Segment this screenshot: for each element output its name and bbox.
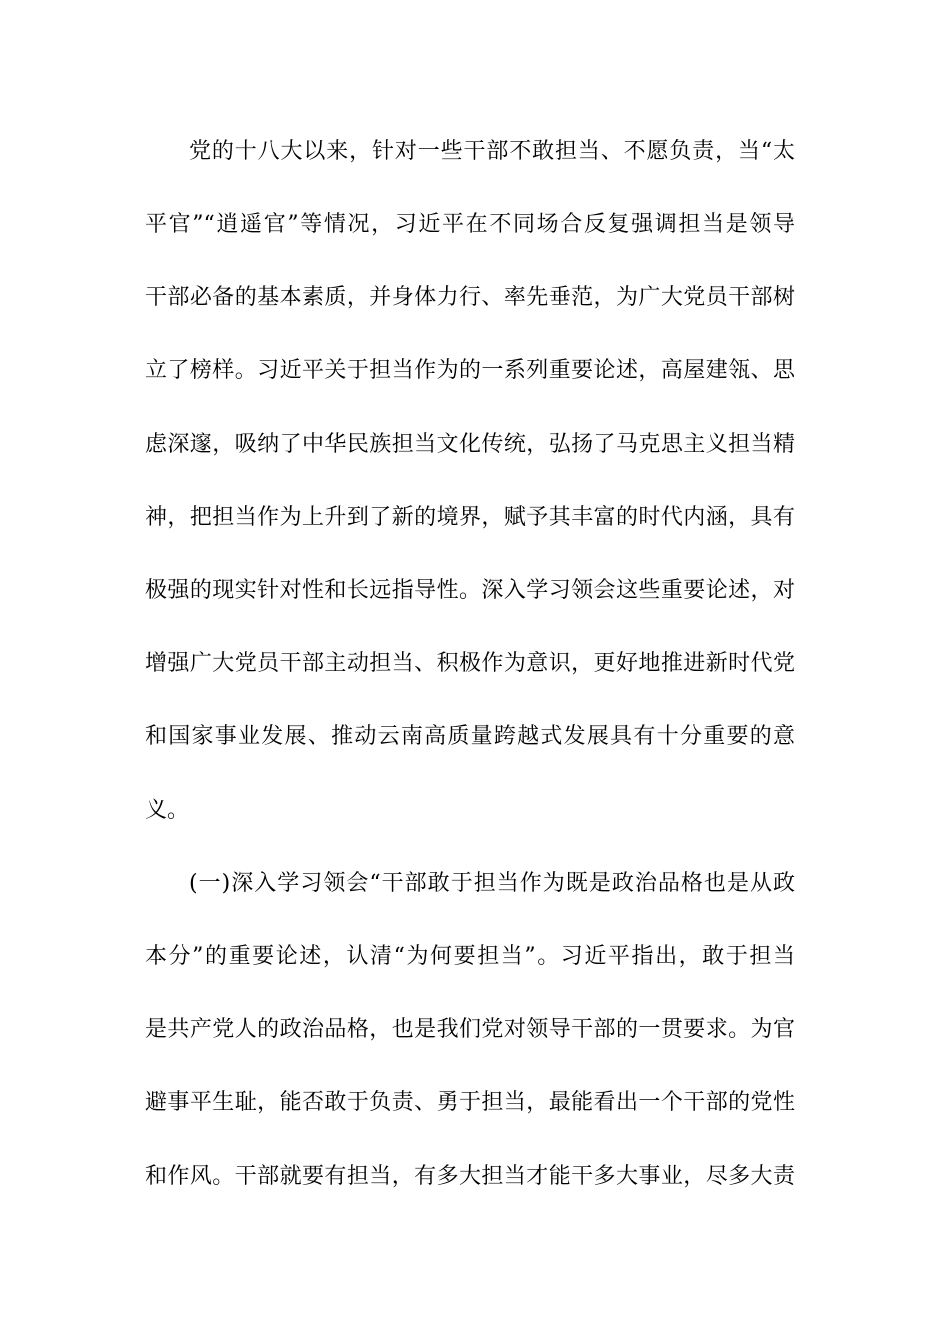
paragraph-2-line-4: 避事平生耻，能否敢于负责、勇于担当，最能看出一个干部的党性 <box>145 1090 795 1115</box>
paragraph-1-line-7: 极强的现实针对性和长远指导性。深入学习领会这些重要论述，对 <box>145 578 795 603</box>
paragraph-1-line-3: 干部必备的基本素质，并身体力行、率先垂范，为广大党员干部树 <box>145 285 795 310</box>
paragraph-1-line-10: 义。 <box>145 798 190 823</box>
paragraph-1-line-6: 神，把担当作为上升到了新的境界，赋予其丰富的时代内涵，具有 <box>145 505 795 530</box>
paragraph-2-line-3: 是共产党人的政治品格，也是我们党对领导干部的一贯要求。为官 <box>145 1017 795 1042</box>
paragraph-1-line-2: 平官”“逍遥官”等情况，习近平在不同场合反复强调担当是领导 <box>145 212 795 237</box>
paragraph-2-line-1: (一)深入学习领会“干部敢于担当作为既是政治品格也是从政 <box>189 871 795 896</box>
paragraph-2-line-5: 和作风。干部就要有担当，有多大担当才能干多大事业，尽多大责 <box>145 1164 795 1189</box>
paragraph-1-line-8: 增强广大党员干部主动担当、积极作为意识，更好地推进新时代党 <box>145 651 795 676</box>
paragraph-1-line-9: 和国家事业发展、推动云南高质量跨越式发展具有十分重要的意 <box>145 724 795 749</box>
paragraph-2-line-2: 本分”的重要论述，认清“为何要担当”。习近平指出，敢于担当 <box>145 944 795 969</box>
paragraph-1-line-1: 党的十八大以来，针对一些干部不敢担当、不愿负责，当“太 <box>189 139 795 164</box>
paragraph-1-line-4: 立了榜样。习近平关于担当作为的一系列重要论述，高屋建瓴、思 <box>145 358 795 383</box>
paragraph-1-line-5: 虑深邃，吸纳了中华民族担当文化传统，弘扬了马克思主义担当精 <box>145 432 795 457</box>
